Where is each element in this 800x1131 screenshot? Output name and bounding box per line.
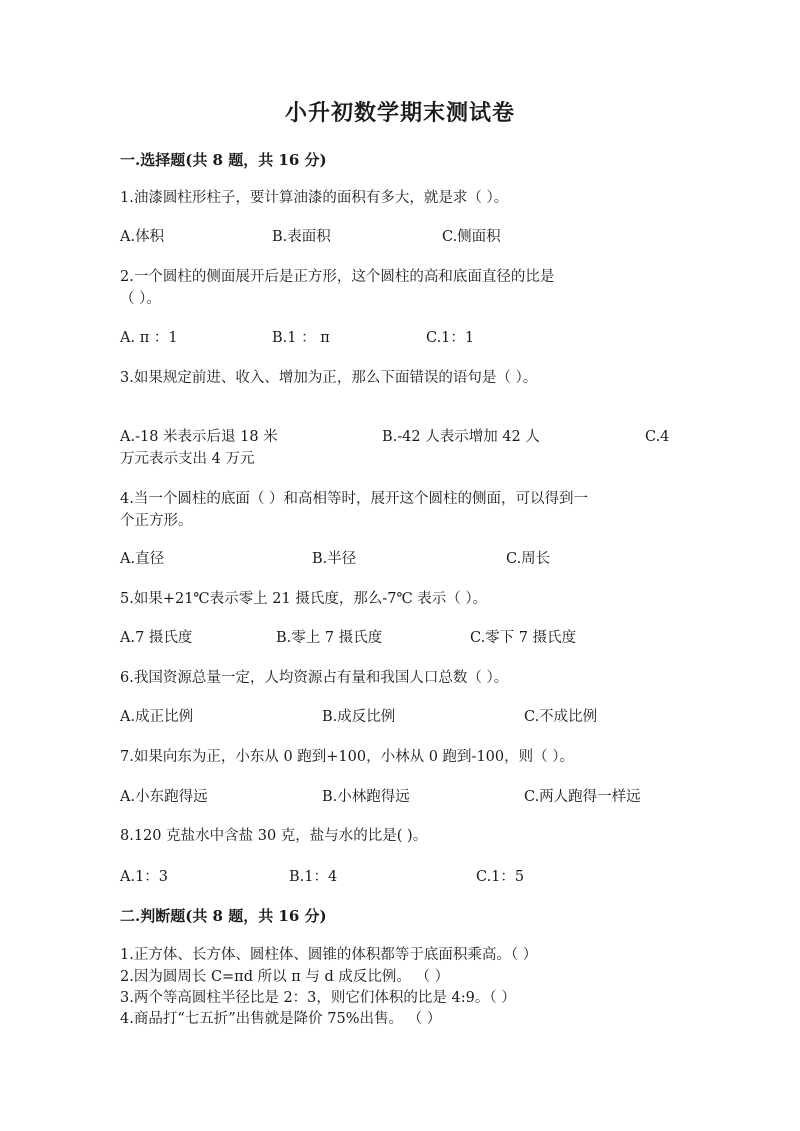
option-b: B.半径 xyxy=(312,551,357,567)
question-3: 3.如果规定前进、收入、增加为正，那么下面错误的语句是（ ）。 xyxy=(120,370,538,386)
option-a: A.小东跑得远 xyxy=(120,789,208,805)
question-2-line-2: （ ）。 xyxy=(120,291,161,307)
question-6: 6.我国资源总量一定，人均资源占有量和我国人口总数（ ）。 xyxy=(120,670,509,686)
judgement-item-4: 4.商品打“七五折”出售就是降价 75%出售。 （ ） xyxy=(120,1011,442,1027)
question-7: 7.如果向东为正，小东从 0 跑到+100，小林从 0 跑到-100，则（ ）。 xyxy=(120,749,574,765)
option-a: A. π ：1 xyxy=(120,330,178,346)
question-8-options xyxy=(120,866,690,888)
option-b: B.零上 7 摄氏度 xyxy=(276,630,383,646)
option-b: B.1 ： π xyxy=(272,330,330,346)
option-b: B.1：4 xyxy=(289,869,338,885)
judgement-item-1: 1.正方体、长方体、圆柱体、圆锥的体积都等于底面积乘高。（ ） xyxy=(120,947,538,963)
section-heading-judgement: 二.判断题(共 8 题，共 16 分) xyxy=(120,907,327,925)
question-6-options xyxy=(120,706,690,728)
question-2-line-1: 2.一个圆柱的侧面展开后是正方形，这个圆柱的高和底面直径的比是 xyxy=(120,269,555,285)
option-c: C.两人跑得一样远 xyxy=(524,789,641,805)
option-b: B.表面积 xyxy=(272,229,331,245)
option-c: C.零下 7 摄氏度 xyxy=(470,630,577,646)
question-3-options xyxy=(120,426,690,448)
option-b: B.-42 人表示增加 42 人 xyxy=(382,429,540,445)
option-c: C.4 xyxy=(645,429,670,445)
option-a: A.成正比例 xyxy=(120,709,194,725)
option-b: B.小林跑得远 xyxy=(322,789,410,805)
option-c: C.侧面积 xyxy=(442,229,501,245)
question-2-options xyxy=(120,327,690,349)
question-5: 5.如果+21℃表示零上 21 摄氏度，那么-7℃ 表示（ ）。 xyxy=(120,591,488,607)
option-c: C.不成比例 xyxy=(524,709,598,725)
option-c: C.1：5 xyxy=(476,869,525,885)
option-c: C.周长 xyxy=(506,551,551,567)
question-1-options xyxy=(120,226,690,248)
option-a: A.1：3 xyxy=(120,869,169,885)
judgement-item-3: 3.两个等高圆柱半径比是 2：3，则它们体积的比是 4:9。（ ） xyxy=(120,990,516,1006)
question-4 xyxy=(120,488,690,532)
option-a: A.7 摄氏度 xyxy=(120,630,193,646)
option-a: A.直径 xyxy=(120,551,165,567)
question-2 xyxy=(120,266,690,310)
question-8: 8.120 克盐水中含盐 30 克，盐与水的比是( )。 xyxy=(120,828,428,844)
page-title: 小升初数学期末测试卷 xyxy=(284,100,515,126)
question-7-options xyxy=(120,786,690,808)
question-5-options xyxy=(120,627,690,649)
option-b: B.成反比例 xyxy=(322,709,396,725)
option-c-continued: 万元表示支出 4 万元 xyxy=(120,451,255,467)
judgement-item-2: 2.因为圆周长 C=πd 所以 π 与 d 成反比例。 （ ） xyxy=(120,969,450,985)
question-4-line-1: 4.当一个圆柱的底面（ ）和高相等时，展开这个圆柱的侧面，可以得到一 xyxy=(120,491,588,507)
question-1: 1.油漆圆柱形柱子，要计算油漆的面积有多大，就是求（ ）。 xyxy=(120,190,509,206)
option-c: C.1：1 xyxy=(426,330,475,346)
question-4-options xyxy=(120,548,690,570)
option-a: A.体积 xyxy=(120,229,165,245)
option-a: A.-18 米表示后退 18 米 xyxy=(120,429,278,445)
question-4-line-2: 个正方形。 xyxy=(120,513,193,529)
section-heading-choice: 一.选择题(共 8 题，共 16 分) xyxy=(120,151,327,169)
